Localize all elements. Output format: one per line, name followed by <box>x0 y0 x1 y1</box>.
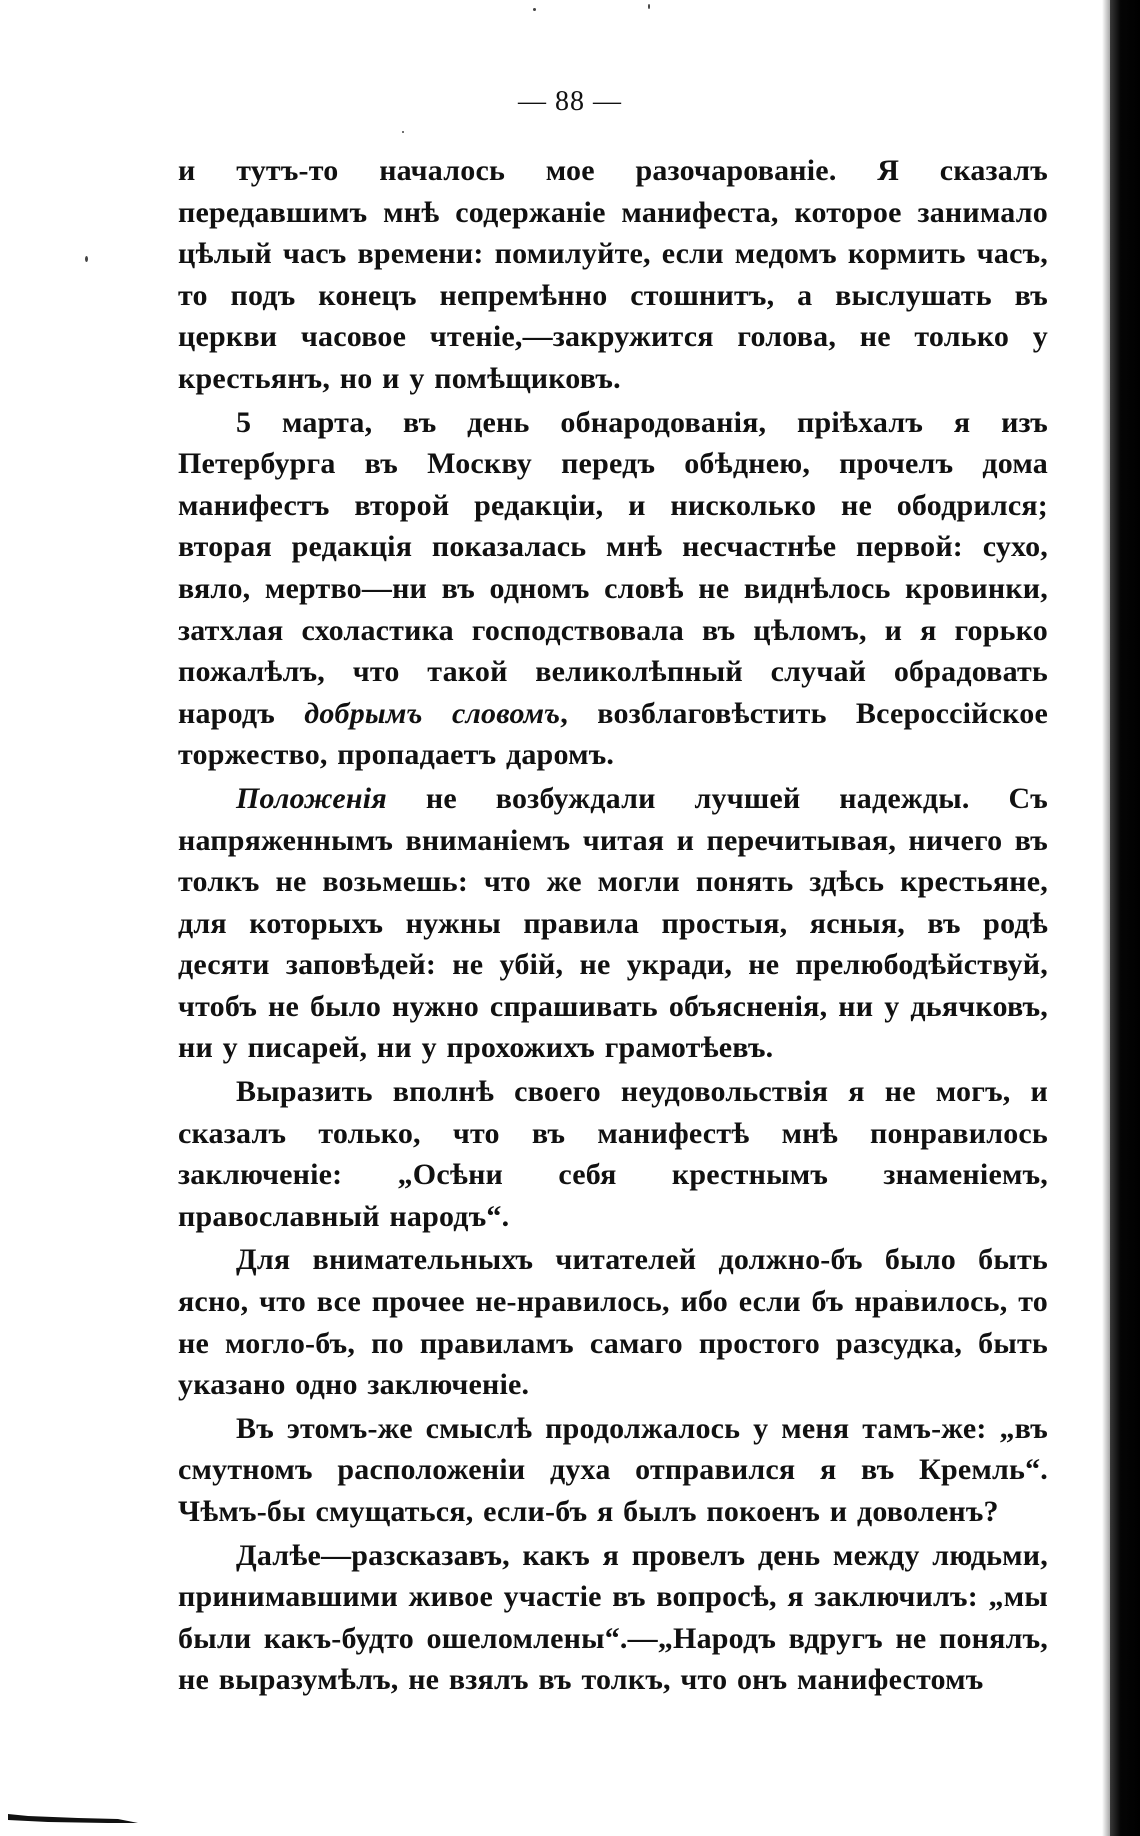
paragraph <box>178 150 1048 400</box>
scan-speck <box>85 256 88 262</box>
paragraph-text: 5 марта, въ день обнародованія, пріѣхалъ я изъ Петербурга въ Москву передъ обѣднею, прочелъ дома манифестъ второй редакціи, и нисколько не ободрился; вторая редакція показалась мнѣ несчастнѣе первой: сухо, вяло, мертво—ни въ одномъ словѣ не виднѣлось кровинки, затхлая схоластика господствовала въ цѣломъ, и я горько пожалѣлъ, что такой великолѣпный случай обрадовать народъ <box>178 405 1048 730</box>
paragraph-text: Для внимательныхъ читателей должно-бъ было быть ясно, что все прочее не-нравилось, ибо если бъ нравилось, то не могло-бъ, по правиламъ самаго простого разсудка, быть указано одно заключеніе. <box>178 1243 1048 1402</box>
scan-speck <box>402 131 404 133</box>
page-edge-shadow <box>1102 0 1110 1836</box>
scan-speck <box>533 8 536 11</box>
paragraph <box>178 1239 1048 1405</box>
paragraph <box>178 778 1048 1069</box>
paragraph <box>178 1071 1048 1237</box>
book-spine-edge <box>1110 0 1140 1836</box>
paragraph-text: Въ этомъ-же смыслѣ продолжалось у меня тамъ-же: „въ смутномъ расположеніи духа отправился я въ Кремль“. Чѣмъ-бы смущаться, если-бъ я былъ покоенъ и доволенъ? <box>178 1411 1048 1528</box>
paragraph <box>178 1535 1048 1701</box>
paragraph-text: не возбуждали лучшей надежды. Съ напряженнымъ вниманіемъ читая и перечитывая, ничего въ толкъ не возьмешь: что же могли понять здѣсь крестьяне, для которыхъ нужны правила простыя, ясныя, въ родѣ десяти заповѣдей: не убій, не укради, не прелюбодѣйствуй, чтобъ не было нужно спрашивать объясненія, ни у дьячковъ, ни у писарей, ни у прохожихъ грамотѣевъ. <box>178 781 1048 1065</box>
paragraph <box>178 1408 1048 1533</box>
scan-speck <box>648 4 650 9</box>
paragraph-text: Далѣе—разсказавъ, какъ я провелъ день между людьми, принимавшими живое участіе въ вопросѣ, я заключилъ: „мы были какъ-будто ошеломлены“.—„Народъ вдругъ не понялъ, не выразумѣлъ, не взялъ въ толкъ, что онъ манифестомъ <box>178 1538 1048 1697</box>
scan-corner-artifact <box>8 1810 138 1824</box>
page-number: — 88 — <box>518 86 622 117</box>
body-text <box>178 150 1048 1701</box>
paragraph-text: и тутъ-то началось мое разочарованіе. Я сказалъ передавшимъ мнѣ содержаніе манифеста, которое занимало цѣлый часъ времени: помилуйте, если медомъ кормить часъ, то подъ конецъ непремѣнно стошнитъ, а выслушать въ церкви часовое чтеніе,—закружится голова, не только у крестьянъ, но и у помѣщиковъ. <box>178 154 1048 395</box>
paragraph <box>178 402 1048 776</box>
emphasized-text: Положенія <box>236 781 387 815</box>
emphasized-text: добрымъ словомъ <box>304 696 561 730</box>
paragraph-text: Выразить вполнѣ своего неудовольствія я не могъ, и сказалъ только, что въ манифестѣ мнѣ понравилось заключеніе: „Осѣни себя крестнымъ знаменіемъ, православный народъ“. <box>178 1075 1048 1233</box>
paragraph-text: , возблаговѣстить Всероссійское торжество, пропадаетъ даромъ. <box>178 696 1048 772</box>
